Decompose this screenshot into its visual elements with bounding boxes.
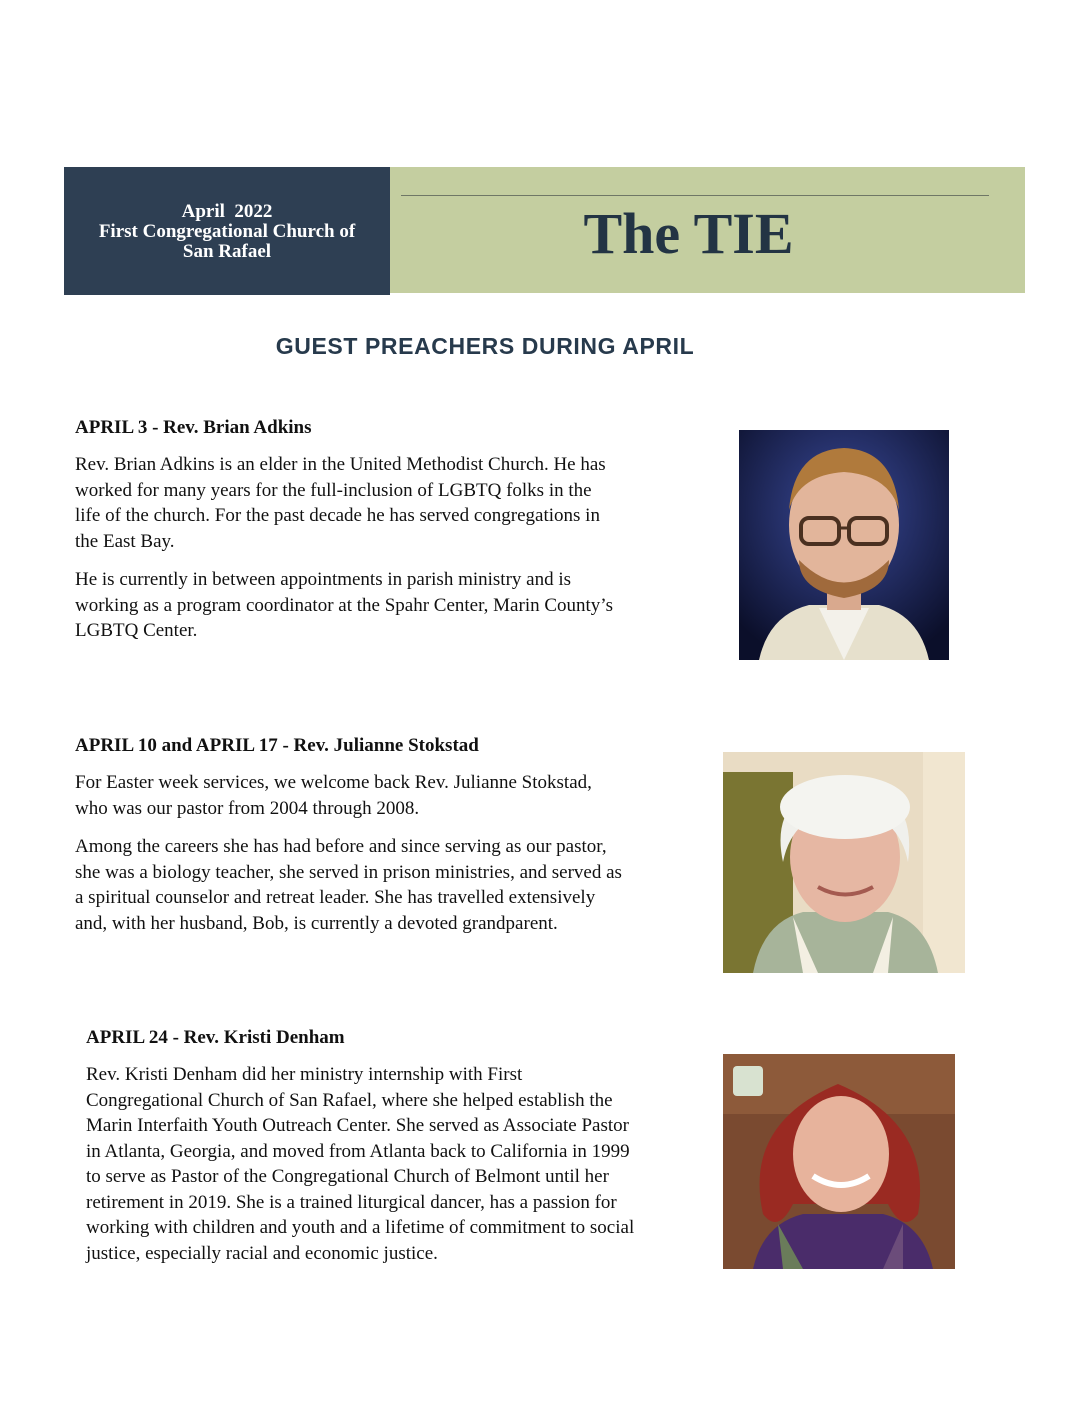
masthead-info-panel (64, 167, 390, 295)
newsletter-title: The TIE (583, 201, 794, 266)
preacher-entry-stokstad (75, 734, 623, 949)
entry-paragraph: Rev. Brian Adkins is an elder in the United Methodist Church. He has worked for many years for the full-inclusion of LGBTQ folks in the life of the church. For the past decade he has served congregations in the East Bay. (75, 454, 606, 552)
entry-paragraph: Rev. Kristi Denham did her ministry internship with First Congregational Church of San Rafael, where she helped establish the Marin Interfaith Youth Outreach Center. She served as Associate Pastor in Atlanta, Georgia, and moved from Atlanta back to California in 1999 to serve as Pastor of the Congregational Church of Belmont until her retirement in 2019. She is a trained liturgical dancer, has a passion for working with children and youth and a lifetime of commitment to social justice, especially racial and economic justice. (86, 1064, 635, 1264)
preacher-entry-denham (86, 1026, 636, 1279)
entry-paragraph: He is currently in between appointments in parish ministry and is working as a program coordinator at the Spahr Center, Marin County’s LGBTQ Center. (75, 569, 613, 641)
masthead-rule (401, 195, 989, 196)
entry-paragraph: Among the careers she has had before and since serving as our pastor, she was a biology teacher, she served in prison ministries, and served as a spiritual counselor and retreat leader. She has travelled extensively and, with her husband, Bob, is currently a devoted grandparent. (75, 836, 622, 934)
photo-brian-adkins (739, 430, 949, 660)
entry-heading: APRIL 24 - Rev. Kristi Denham (86, 1027, 345, 1048)
masthead (64, 167, 1025, 293)
entry-heading: APRIL 10 and APRIL 17 - Rev. Julianne Stokstad (75, 735, 479, 756)
issue-date: April 2022 (181, 201, 273, 222)
masthead-title-panel (390, 167, 1025, 293)
entry-heading: APRIL 3 - Rev. Brian Adkins (75, 417, 312, 438)
church-name-line1: First Congregational Church of (98, 221, 356, 242)
preacher-entry-adkins (75, 416, 620, 657)
section-heading: GUEST PREACHERS DURING APRIL (275, 333, 695, 359)
entry-paragraph: For Easter week services, we welcome back Rev. Julianne Stokstad, who was our pastor from 2004 through 2008. (75, 772, 592, 819)
photo-kristi-denham (723, 1054, 955, 1269)
church-name-line2: San Rafael (182, 241, 272, 262)
photo-julianne-stokstad (723, 752, 965, 973)
